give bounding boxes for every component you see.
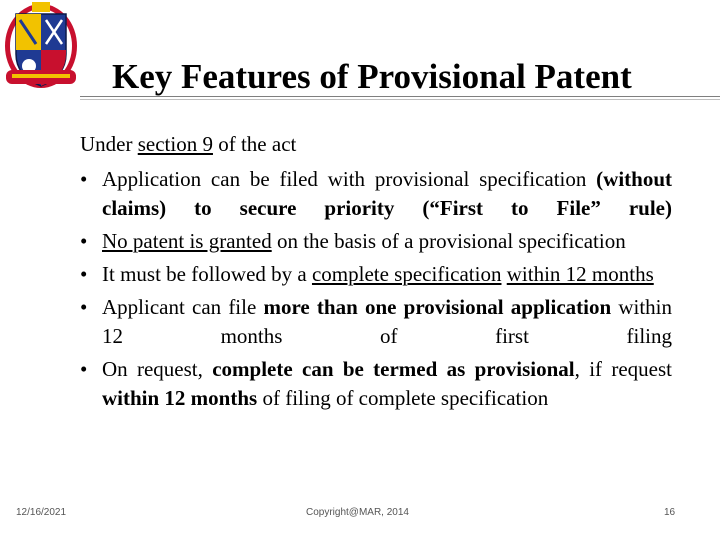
title-divider (80, 96, 720, 97)
text-segment: within 12 months (102, 386, 258, 410)
text-segment: , if request (574, 357, 672, 381)
text-segment: complete specification (311, 262, 502, 286)
text-segment: No patent is granted (102, 229, 272, 253)
list-item (80, 355, 672, 413)
list-item (80, 165, 672, 223)
intro-prefix: Under (80, 132, 138, 156)
footer-page-number: 16 (664, 507, 676, 518)
list-item (80, 260, 672, 289)
text-segment: Applicant can file (102, 295, 264, 319)
list-item (80, 227, 672, 256)
title-divider-shadow (80, 99, 720, 100)
list-item (80, 293, 672, 351)
text-segment: within 12 months (506, 262, 654, 286)
text-segment: more than one provisional application (263, 295, 612, 319)
bullet-marker: • (80, 262, 88, 286)
university-crest-icon (2, 0, 80, 98)
footer-copyright: Copyright@MAR, 2014 (306, 507, 409, 518)
text-segment: within 12 months of first filing (102, 295, 673, 348)
section-reference: section 9 (137, 132, 213, 156)
text-segment: (without claims) to secure priority (“First to File” rule) (102, 167, 672, 220)
university-crest-logo (2, 0, 80, 98)
text-segment: Application can be filed with provisional specification (102, 167, 597, 191)
slide-body (80, 130, 672, 417)
feature-list (80, 165, 672, 413)
text-segment: of filing of complete specification (257, 386, 549, 410)
intro-line (80, 130, 672, 159)
text-segment: complete can be termed as provisional (212, 357, 575, 381)
text-segment: On request, (102, 357, 213, 381)
text-segment: on the basis of a provisional specification (271, 229, 626, 253)
text-segment: It must be followed by a (102, 262, 312, 286)
footer-date: 12/16/2021 (16, 507, 67, 518)
bullet-marker: • (80, 167, 88, 191)
bullet-marker: • (80, 357, 88, 381)
intro-suffix: of the act (212, 132, 297, 156)
page-title: Key Features of Provisional Patent (112, 57, 632, 96)
bullet-marker: • (80, 295, 88, 319)
bullet-marker: • (80, 229, 88, 253)
